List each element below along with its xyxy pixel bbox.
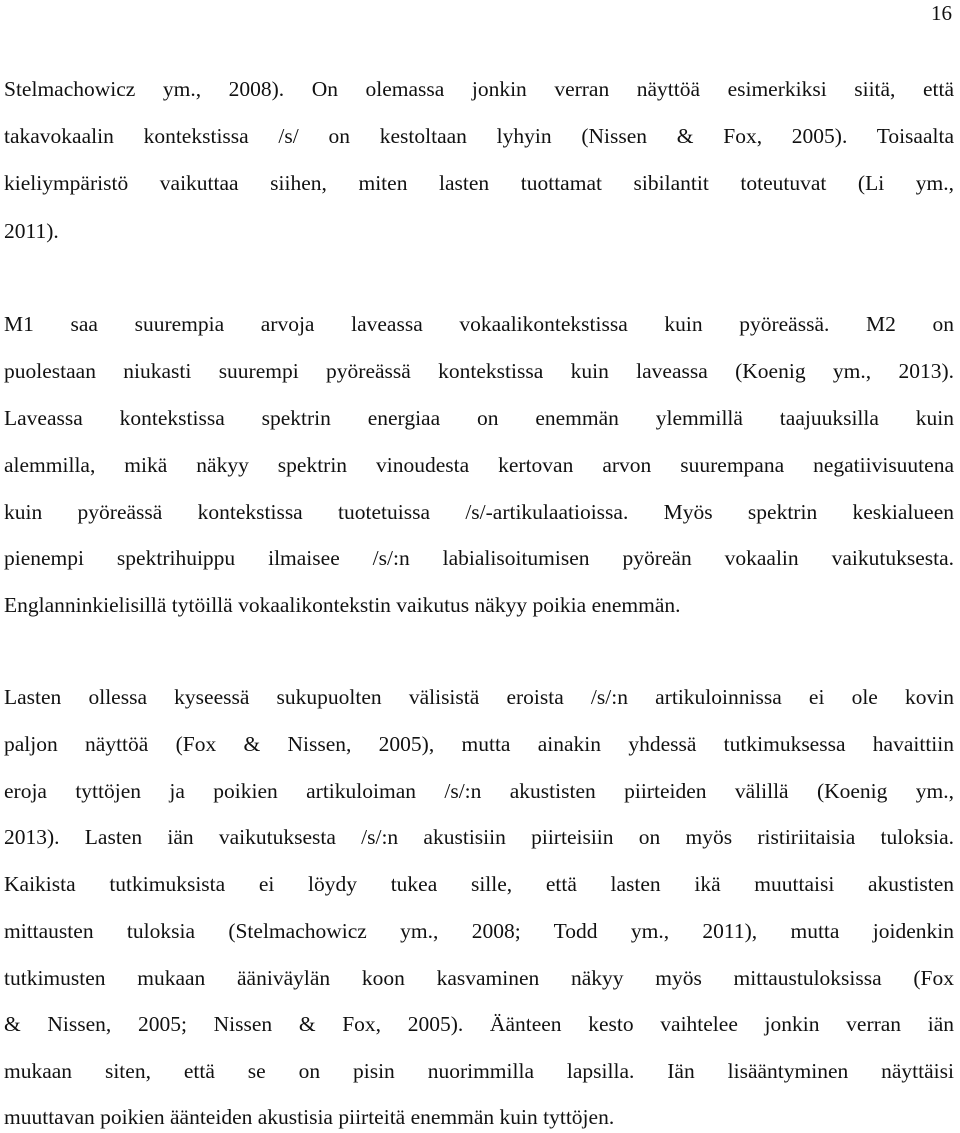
paragraph-3-line-10: muuttavan poikien äänteiden akustisia piirteitä enemmän kuin tyttöjen. (4, 1105, 615, 1129)
paragraph-3-line-5: Kaikista tutkimuksista ei löydy tukea sille, että lasten ikä muuttaisi akustisten (4, 872, 954, 896)
paragraph-2-line-1: M1 saa suurempia arvoja laveassa vokaalikontekstissa kuin pyöreässä. M2 on (4, 312, 954, 336)
paragraph-2-line-7: Englanninkielisillä tytöillä vokaalikontekstin vaikutus näkyy poikia enemmän. (4, 593, 681, 617)
paragraph-2-line-2: puolestaan niukasti suurempi pyöreässä kontekstissa kuin laveassa (Koenig ym., 2013). (4, 359, 954, 383)
paragraph-3-line-9: mukaan siten, että se on pisin nuorimmilla lapsilla. Iän lisääntyminen näyttäisi (4, 1059, 954, 1083)
paragraph-1-line-3: kieliympäristö vaikuttaa siihen, miten lasten tuottamat sibilantit toteutuvat (Li ym., (4, 171, 954, 195)
paragraph-3-line-7: tutkimusten mukaan ääniväylän koon kasvaminen näkyy myös mittaustuloksissa (Fox (4, 966, 954, 990)
paragraph-3-line-3: eroja tyttöjen ja poikien artikuloiman /s/:n akustisten piirteiden välillä (Koenig ym., (4, 779, 954, 803)
paragraph-2-line-6: pienempi spektrihuippu ilmaisee /s/:n labialisoitumisen pyöreän vokaalin vaikutuksesta. (4, 546, 954, 570)
paragraph-3-line-1: Lasten ollessa kyseessä sukupuolten välisistä eroista /s/:n artikuloinnissa ei ole kovin (4, 685, 954, 709)
paragraph-1-line-4: 2011). (4, 219, 59, 243)
paragraph-3-line-4: 2013). Lasten iän vaikutuksesta /s/:n akustisiin piirteisiin on myös ristiriitaisia tuloksia. (4, 825, 954, 849)
paragraph-3-line-8: & Nissen, 2005; Nissen & Fox, 2005). Äänteen kesto vaihtelee jonkin verran iän (4, 1012, 954, 1036)
paragraph-1-line-2: takavokaalin kontekstissa /s/ on kestoltaan lyhyin (Nissen & Fox, 2005). Toisaalta (4, 124, 954, 148)
paragraph-2-line-5: kuin pyöreässä kontekstissa tuotetuissa /s/-artikulaatioissa. Myös spektrin keskialueen (4, 500, 954, 524)
paragraph-1-line-1: Stelmachowicz ym., 2008). On olemassa jonkin verran näyttöä esimerkiksi siitä, että (4, 77, 954, 101)
page-number: 16 (931, 1, 952, 25)
paragraph-2-line-4: alemmilla, mikä näkyy spektrin vinoudesta kertovan arvon suurempana negatiivisuutena (4, 453, 954, 477)
paragraph-3-line-2: paljon näyttöä (Fox & Nissen, 2005), mutta ainakin yhdessä tutkimuksessa havaittiin (4, 732, 954, 756)
paragraph-3-line-6: mittausten tuloksia (Stelmachowicz ym., 2008; Todd ym., 2011), mutta joidenkin (4, 919, 954, 943)
paragraph-2-line-3: Laveassa kontekstissa spektrin energiaa on enemmän ylemmillä taajuuksilla kuin (4, 406, 954, 430)
